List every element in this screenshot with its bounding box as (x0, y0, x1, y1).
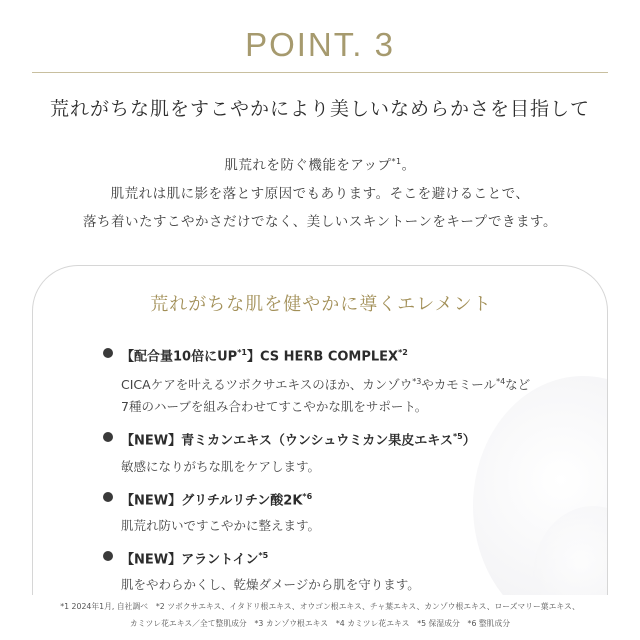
item-description: 敏感になりがちな肌をケアします。 (121, 458, 321, 474)
item-title: 【NEW】アラントイン$^{*5}$ (121, 551, 269, 568)
list-item (103, 547, 573, 595)
title-divider (32, 72, 608, 73)
footnotes (0, 598, 640, 632)
item-description: 肌荒れ防いですこやかに整えます。 (121, 518, 321, 534)
intro-line-3: 落ち着いたすこやかさだけでなく、美しいスキントーンをキープできます。 (83, 213, 557, 230)
footnote-line-2: カミツレ花エキス／全て整肌成分 *3 カンゾウ根エキス *4 カミツレ花エキス *5 保湿成分 *6 整肌成分 (129, 619, 511, 628)
item-title: 【配合量10倍にUP$^{*1}$】CS HERB COMPLEX$^{*2}$ (121, 348, 408, 365)
element-panel (32, 265, 608, 595)
intro-line-2: 肌荒れは肌に影を落とす原因でもあります。そこを避けることで、 (110, 185, 530, 202)
item-description: CICAケアを叶えるツボクサエキスのほか、カンゾウ$^{*3}$やカモミール$^{*4}$など 7種のハーブを組み合わせてすこやかな肌をサポート。 (121, 377, 531, 415)
intro-text (0, 148, 640, 236)
item-title: 【NEW】青ミカンエキス（ウンシュウミカン果皮エキス$^{*5}$） (121, 432, 476, 449)
list-item (103, 428, 573, 477)
element-list (103, 344, 573, 595)
bullet-icon (103, 492, 113, 502)
bullet-icon (103, 348, 113, 358)
intro-line-1: 肌荒れを防ぐ機能をアップ$^{*1}$。 (224, 157, 416, 174)
bullet-icon (103, 432, 113, 442)
bullet-icon (103, 551, 113, 561)
footnote-line-1: *1 2024年1月, 自社調べ *2 ツボクサエキス、イタドリ根エキス、オウゴン根エキス、チャ葉エキス、カンゾウ根エキス、ローズマリー葉エキス、 (60, 602, 580, 611)
point-title: POINT. 3 (245, 26, 395, 63)
list-item (103, 488, 573, 537)
item-title: 【NEW】グリチルリチン酸$2K^{*6}$ (121, 491, 313, 509)
panel-heading: 荒れがちな肌を健やかに導くエレメント (150, 294, 492, 315)
list-item (103, 344, 573, 418)
item-description: 肌をやわらかくし、乾燥ダメージから肌を守ります。 (121, 577, 420, 593)
headline: 荒れがちな肌をすこやかにより美しいなめらかさを目指して (49, 98, 590, 120)
